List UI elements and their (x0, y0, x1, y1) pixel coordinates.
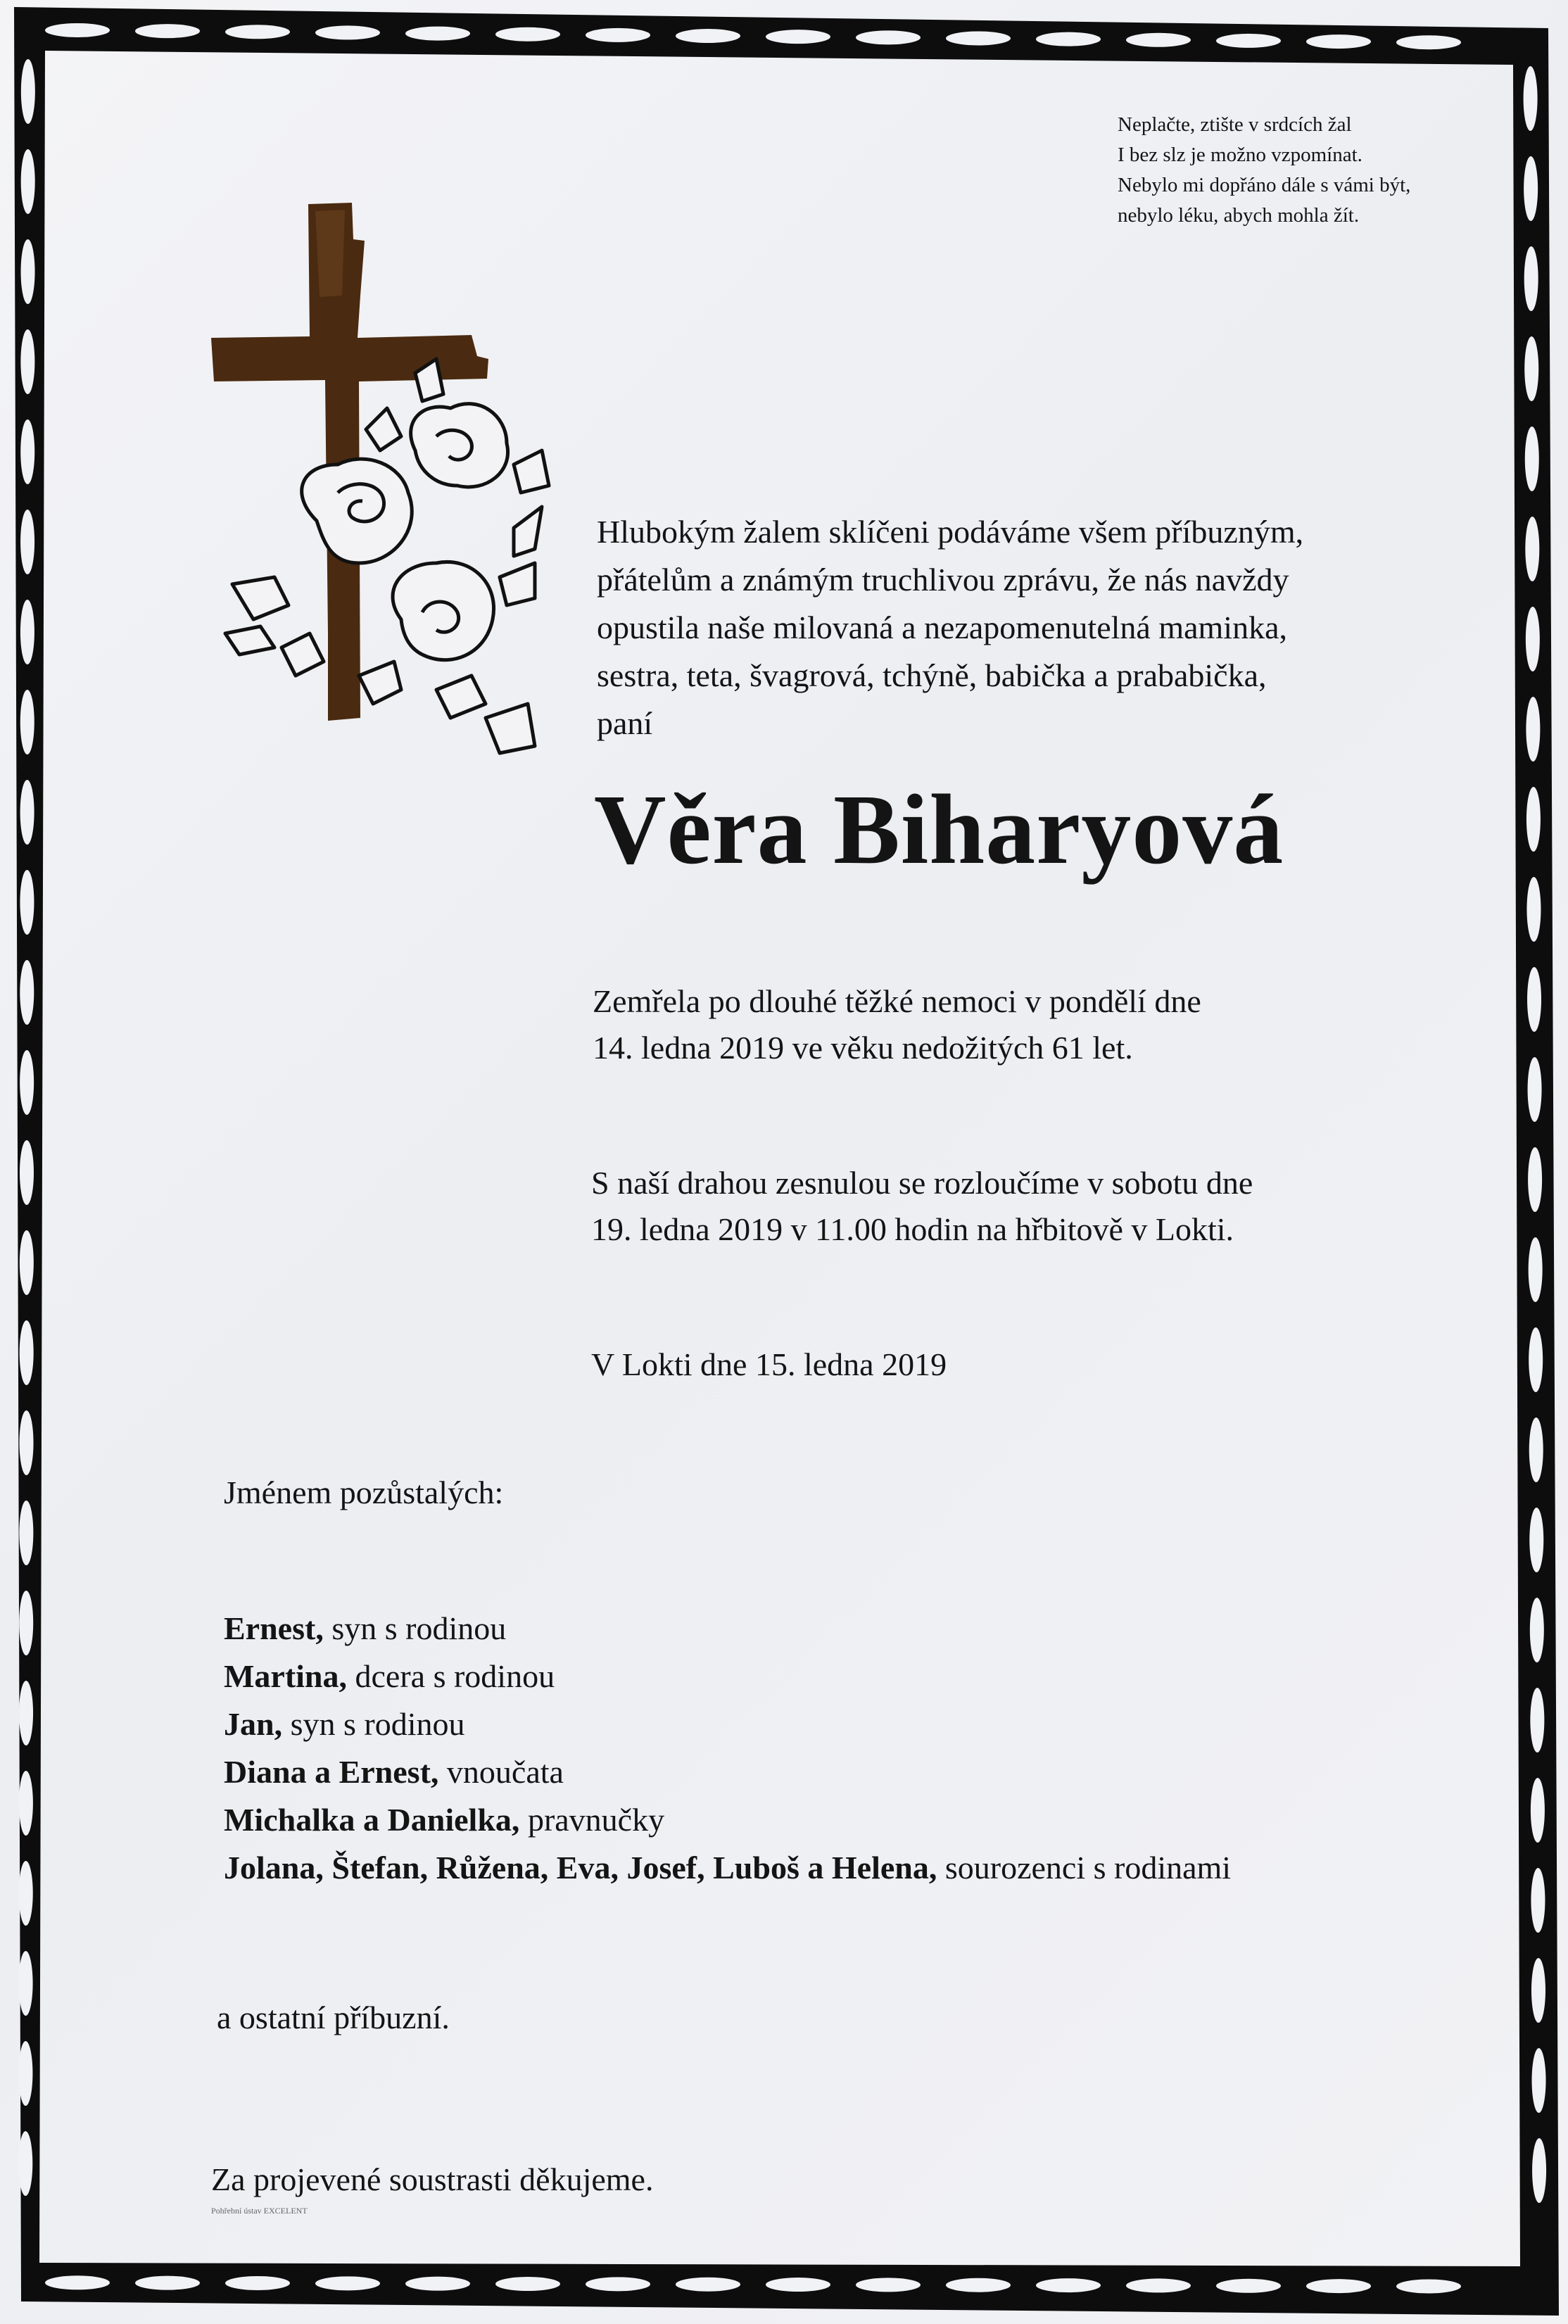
death-line: Zemřela po dlouhé těžké nemoci v pondělí dne (593, 983, 1201, 1019)
border-oval (586, 28, 650, 42)
on-behalf-label: Jménem pozůstalých: (224, 1474, 504, 1510)
border-oval (20, 870, 34, 935)
border-oval (45, 2275, 110, 2290)
roses-icon (225, 359, 549, 753)
border-oval (45, 23, 110, 37)
border-oval (1529, 1327, 1543, 1392)
border-oval (495, 2277, 560, 2291)
border-oval (1532, 2138, 1546, 2203)
border-oval (18, 2131, 32, 2196)
border-oval (1396, 2279, 1461, 2293)
border-oval (586, 2277, 650, 2291)
mourner-row (224, 1796, 1231, 1844)
announcement-line: paní (597, 705, 653, 741)
border-oval (1531, 1778, 1545, 1843)
border-oval (1526, 787, 1541, 852)
mourner-names: Michalka a Danielka, (224, 1802, 520, 1838)
cross-with-roses-image (204, 197, 563, 767)
border-oval (20, 1410, 34, 1475)
border-oval (1306, 2279, 1371, 2293)
border-oval (1531, 1958, 1545, 2023)
border-oval (676, 29, 740, 43)
border-oval (1396, 35, 1461, 49)
death-line: 14. ledna 2019 ve věku nedožitých 61 let. (593, 1030, 1133, 1066)
border-oval (1526, 607, 1540, 671)
border-oval (1126, 33, 1191, 47)
border-oval (1532, 2048, 1546, 2113)
border-oval (135, 24, 200, 38)
border-oval (315, 25, 380, 39)
border-oval (1036, 2278, 1101, 2292)
border-oval (1530, 1688, 1544, 1753)
border-oval (1525, 517, 1539, 581)
mourner-row (224, 1748, 1231, 1796)
mourner-row (224, 1653, 1231, 1700)
mourner-row (224, 1605, 1231, 1653)
border-oval (766, 30, 830, 44)
mourner-relation: sourozenci s rodinami (937, 1850, 1232, 1886)
border-oval (20, 510, 34, 574)
border-oval (495, 27, 560, 42)
border-oval (225, 25, 290, 39)
border-oval (20, 419, 34, 484)
mourner-names: Jan, (224, 1706, 283, 1742)
mourner-relation: vnoučata (438, 1754, 564, 1790)
epigraph-line: nebylo léku, abych mohla žít. (1118, 204, 1360, 227)
border-oval (1529, 1508, 1543, 1572)
border-oval (1306, 34, 1371, 49)
announcement-line: sestra, teta, švagrová, tchýně, babička a prababička, (597, 657, 1267, 693)
border-oval (676, 2278, 740, 2292)
border-oval (20, 1230, 34, 1295)
border-oval (19, 1951, 33, 2016)
border-oval (20, 1140, 34, 1205)
death-details (593, 978, 1201, 1071)
printer-credit: Pohřební ústav EXCELENT (211, 2206, 308, 2216)
border-oval (1528, 1147, 1542, 1212)
border-oval (1216, 34, 1281, 48)
border-oval (1527, 967, 1541, 1032)
border-oval (20, 780, 34, 845)
funeral-line: 19. ledna 2019 v 11.00 hodin na hřbitově v Lokti. (591, 1211, 1234, 1247)
epigraph-poem (1118, 110, 1484, 231)
funeral-line: S naší drahou zesnulou se rozloučíme v sobotu dne (591, 1165, 1253, 1201)
border-oval (946, 31, 1011, 45)
mourner-row (224, 1844, 1231, 1892)
border-oval (135, 2276, 200, 2290)
border-oval (19, 1591, 33, 1655)
announcement-line: Hlubokým žalem sklíčeni podáváme všem příbuzným, (597, 514, 1304, 550)
border-oval (1531, 1868, 1545, 1933)
border-oval (1529, 1417, 1543, 1482)
border-oval (20, 1050, 34, 1115)
border-oval (1126, 2278, 1191, 2292)
funeral-details (591, 1160, 1253, 1253)
announcement-line: přátelům a známým truchlivou zprávu, že nás navždy (597, 562, 1289, 598)
border-oval (1526, 697, 1540, 762)
border-oval (405, 27, 470, 41)
border-oval (20, 329, 34, 394)
border-oval (20, 960, 34, 1025)
thanks-line: Za projevené soustrasti děkujeme. (211, 2161, 654, 2197)
border-oval (856, 2278, 921, 2292)
border-oval (18, 2041, 32, 2106)
mourner-relation: syn s rodinou (323, 1610, 507, 1646)
mourner-names: Martina, (224, 1658, 348, 1694)
border-oval (19, 1501, 33, 1565)
border-oval (21, 239, 35, 304)
border-oval (1529, 1237, 1543, 1302)
border-oval (19, 1771, 33, 1836)
border-oval (1216, 2279, 1281, 2293)
border-oval (766, 2278, 830, 2292)
border-oval (20, 690, 34, 754)
border-oval (1036, 32, 1101, 46)
mourner-names: Ernest, (224, 1610, 324, 1646)
epigraph-line: Neplačte, ztište v srdcích žal (1118, 113, 1352, 136)
border-oval (21, 149, 35, 214)
border-oval (1524, 156, 1538, 221)
border-oval (20, 1320, 34, 1385)
border-oval (315, 2276, 380, 2290)
mourners-list (224, 1605, 1231, 1892)
announcement-text (597, 508, 1448, 747)
border-oval (19, 1861, 33, 1926)
border-oval (1524, 66, 1538, 131)
place-and-date: V Lokti dne 15. ledna 2019 (591, 1346, 947, 1382)
other-relatives: a ostatní příbuzní. (217, 2000, 450, 2035)
border-oval (946, 2278, 1011, 2292)
border-oval (1524, 246, 1538, 311)
deceased-name: Věra Biharyová (594, 773, 1284, 885)
epigraph-line: I bez slz je možno vzpomínat. (1118, 144, 1362, 166)
epigraph-line: Nebylo mi dopřáno dále s vámi být, (1118, 174, 1411, 196)
border-oval (20, 600, 34, 664)
border-oval (1524, 336, 1538, 401)
announcement-line: opustila naše milovaná a nezapomenutelná maminka, (597, 610, 1288, 645)
mourner-relation: pravnučky (519, 1802, 665, 1838)
border-oval (1526, 877, 1541, 942)
mourner-names: Jolana, Štefan, Růžena, Eva, Josef, Luboš a Helena, (224, 1850, 937, 1886)
border-oval (1530, 1598, 1544, 1662)
border-oval (856, 30, 921, 44)
mourner-relation: dcera s rodinou (347, 1658, 555, 1694)
mourner-row (224, 1700, 1231, 1748)
mourner-names: Diana a Ernest, (224, 1754, 439, 1790)
mourner-relation: syn s rodinou (282, 1706, 465, 1742)
border-oval (21, 59, 35, 124)
border-oval (405, 2277, 470, 2291)
border-oval (1525, 427, 1539, 491)
border-oval (19, 1681, 33, 1745)
border-oval (225, 2276, 290, 2290)
border-oval (1528, 1057, 1542, 1122)
